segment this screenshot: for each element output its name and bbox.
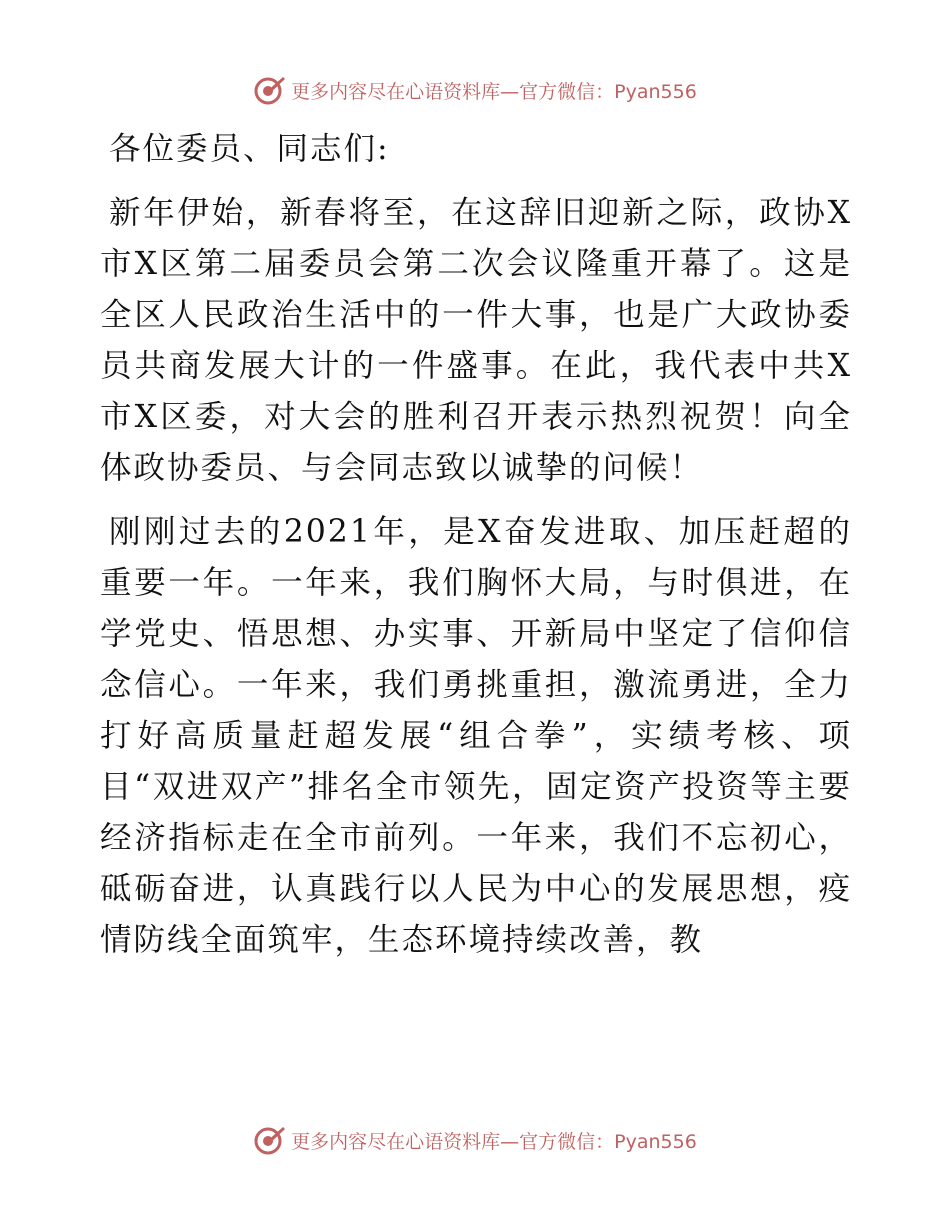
salutation: 各位委员、同志们: xyxy=(109,131,390,167)
paragraph: 刚刚过去的2021年，是X奋发进取、加压赶超的重要一年。一年来，我们胸怀大局，与时俱进，在学党史、悟思想、办实事、开新局中坚定了信仰信念信心。一年来，我们勇挑重担，激流勇进，全力打好高质量赶超发展“组合拳”，实绩考核、项目“双进双产”排名全市领先，固定资产投资等主要经济指标走在全市前列。一年来，我们不忘初心，砥砺奋进，认真践行以人民为中心的发展思想，疫情防线全面筑牢，生态环境持续改善，教 xyxy=(100,514,852,958)
document-body xyxy=(100,124,852,979)
footer-banner xyxy=(0,1120,950,1160)
brush-pen-icon xyxy=(253,1123,287,1157)
brush-pen-icon xyxy=(253,73,287,107)
header-banner-text: 更多内容尽在心语资料库—官方微信：Pyan556 xyxy=(291,80,697,103)
paragraph: 新年伊始，新春将至，在这辞旧迎新之际，政协X市X区第二届委员会第二次会议隆重开幕了。这是全区人民政治生活中的一件大事，也是广大政协委员共商发展大计的一件盛事。在此，我代表中共X市X区委，对大会的胜利召开表示热烈祝贺！向全体政协委员、与会同志致以诚挚的问候！ xyxy=(100,195,852,486)
header-banner xyxy=(0,70,950,110)
footer-banner-text: 更多内容尽在心语资料库—官方微信：Pyan556 xyxy=(291,1130,697,1153)
